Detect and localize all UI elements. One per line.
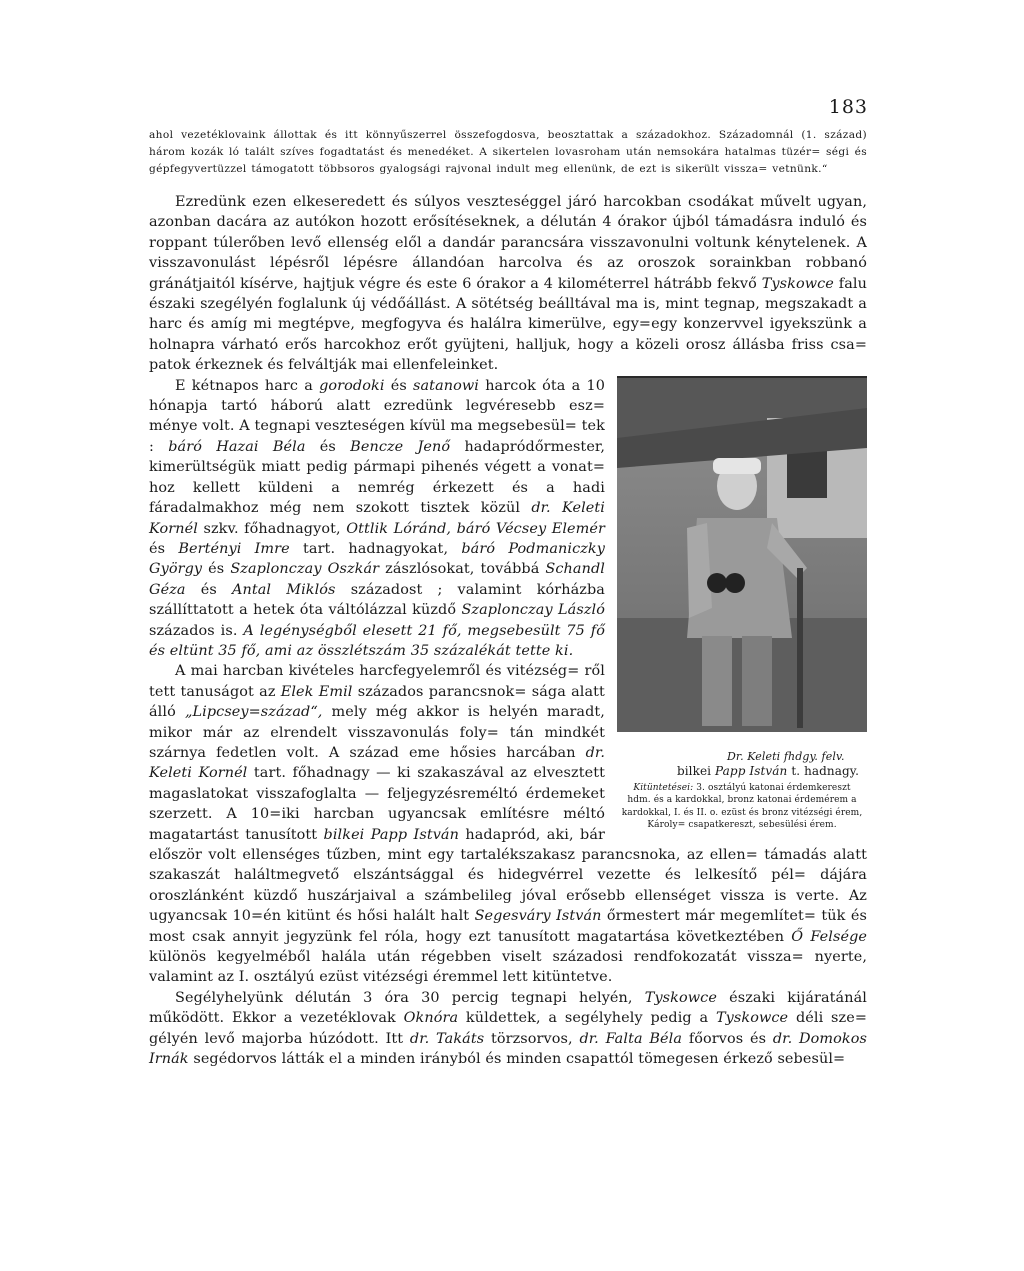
- text-run: mely még akkor is helyén maradt, mikor már az elrendelt visszavonulás foly= tán mindkét szárnya fedetlen volt. A század eme hősies harcában: [149, 704, 605, 761]
- caption-awards: [617, 782, 867, 832]
- text-run: és: [390, 377, 407, 394]
- paragraph-4: [149, 988, 867, 1070]
- text-run: déli sze= gélyén levő majorba húzódott. Itt: [149, 1010, 867, 1047]
- caption-title: [617, 764, 867, 778]
- text-run: századost ; valamint kórházba szállíttatott a hetek óta váltólázzal küzdő: [149, 581, 605, 619]
- caption-rank: t. hadnagy.: [791, 763, 859, 778]
- text-run: és: [149, 540, 166, 557]
- person-name: báró Podmaniczky György: [149, 540, 605, 578]
- person-name: Bencze Jenő: [350, 438, 451, 455]
- place-name: Oknóra: [403, 1010, 459, 1027]
- text-run: hadapród, aki, bár először volt ellenséges tűzben, mint egy tartalékszakasz parancsnoka, az ellen= támadás alatt szakaszát haláltmegvető elszántsággal és hidegvérrel vezette és lelkesítő pél= dájára oroszlánként küzdő huszárjaival a számbelileg jóval erősebb ellenséget vissza is verte. Az ugyancsak 10=én kitünt és hősi halált halt: [149, 826, 867, 925]
- place-name: satanowi: [413, 377, 479, 394]
- person-name: dr. Keleti Kornél: [149, 744, 605, 782]
- text-run: hadapródőrmester, kimerültségük miatt pedig pármapi pihenés végett a vonat= hoz kellett küldeni a nemrég érkezett és a hadi fáradalmakhoz még nem szokott tisztek közül: [149, 438, 606, 517]
- text-run: Segélyhelyünk délután 3 óra 30 percig tegnapi helyén,: [175, 989, 633, 1006]
- photo-caption: [617, 750, 867, 832]
- person-name: Antal Miklós: [231, 581, 336, 598]
- text-run: főorvos és: [688, 1030, 767, 1047]
- photo-figure: [617, 376, 867, 831]
- person-name: Szaplonczay Oszkár: [230, 561, 380, 578]
- text-run: tart. hadnagyokat,: [303, 540, 449, 557]
- text-run: harcok óta a 10 hónapja tartó háború alatt ezredünk legvéresebb esz= ménye volt. A tegnapi veszteségen kívül ma megsebesül= tek :: [149, 377, 605, 455]
- place-name: Tyskowce: [715, 1010, 789, 1027]
- unit-name: „Lipcsey=század“,: [184, 704, 323, 721]
- text-run: és: [200, 581, 217, 598]
- text-run: százados is.: [149, 622, 238, 639]
- text-run: Ezredünk ezen elkeseredett és súlyos veszteséggel járó harcokban csodákat művelt ugyan, azonban dacára az autókon hozott erősítéseknek, a délután 4 órakor újból támadásra induló és roppant túlerőben levő ellenség elől a dandár parancsára visszavonulni voltunk kénytelenek. A visszavonulást lépésről lépésre állandóan harcolva és az oroszok sorainkban robbanó gránátjaitól kísérve, hajtjuk végre és este 6 órakor a 4 kilométerrel hátrább fekvő: [149, 194, 867, 292]
- page-number: 183: [828, 96, 868, 118]
- text-run: és: [319, 438, 336, 455]
- text-run: őrmestert már megemlítet= tük és most csak annyit jegyzünk fel róla, hogy ezt tanusított magatartása következtében: [149, 908, 867, 945]
- caption-credit: Dr. Keleti fhdgy. felv.: [727, 749, 845, 763]
- text-run: falu északi szegélyén foglalunk új védőállást. A sötétség beálltával ma is, mint tegnap, megszakadt a harc és amíg mi megtépve, megfogyva és halálra kimerülve, egy=egy konzervvel igyekszünk a holnapra várható erős harcokhoz erőt gyüjteni, halljuk, hogy a közeli orosz állásba friss csa= patok érkeznek és felváltják mai ellenfeleinket.: [149, 275, 867, 374]
- text-run: tart. főhadnagy — ki szakaszával az elvesztett magaslatokat visszafoglalta — feljegyzésreméltó érdemeket szerzett. A 10=iki harcban ugyancsak említésre méltó magatartást tanusított: [149, 765, 605, 843]
- caption-name: Papp István: [715, 763, 788, 778]
- person-name: Ő Felsége: [791, 928, 867, 945]
- text-run: szkv. főhadnagyot,: [203, 520, 341, 537]
- text-run: északi kijáratánál működött. Ekkor a vezetéklovak: [149, 989, 867, 1027]
- text-run: törzsorvos,: [490, 1030, 573, 1047]
- text-run: zászlósokat, továbbá: [385, 561, 540, 578]
- person-name: Bertényi Imre: [178, 540, 290, 557]
- place-name: Tyskowce: [644, 989, 717, 1006]
- person-name: dr. Keleti Kornél: [149, 500, 605, 537]
- text-run: százados parancsnok= sága alatt álló: [149, 683, 605, 721]
- paragraph-1: [149, 192, 867, 376]
- awards-label: Kitüntetései:: [633, 782, 694, 793]
- person-name: bilkei Papp István: [323, 826, 459, 843]
- text-run: segédorvos látták el a minden irányból és minden csapattól tömegesen érkező sebesül=: [193, 1051, 846, 1068]
- text-run: A mai harcban kivételes harcfegyelemről és vitézség= ről tett tanuságot az: [149, 663, 605, 700]
- awards-text: 3. osztályú katonai érdemkereszt hdm. és a kardokkal, bronz katonai érdemérem a kardokkal, I. és II. o. ezüst és bronz vitézségi érem, Károly= csapatkereszt, sebesülési érem.: [621, 782, 863, 831]
- casualty-summary: A legénységből elesett 21 fő, megsebesült 75 fő és eltünt 35 fő, ami az összlétszám 35 százalékát tette ki.: [149, 622, 605, 659]
- person-name: Szaplonczay László: [461, 602, 605, 619]
- text-run: és: [208, 561, 225, 578]
- quoted-passage: ahol vezetéklovaink állottak és itt könnyűszerrel összefogdosva, beosztattak a századokhoz. Századomnál (1. század) három kozák ló talált szíves fogadtatást és menedéket. A sikertelen lovasroham után nemsokára hatalmas tüzér= ségi és gépfegyvertüzzel támogatott többsoros gyalogsági rajvonal indult meg ellenünk, de ezt is sikerült vissza= vetnünk.“: [149, 129, 867, 176]
- place-name: gorodoki: [319, 377, 385, 394]
- person-name: Elek Emil: [280, 683, 353, 700]
- person-name: Ottlik Lóránd, báró Vécsey Elemér: [346, 520, 605, 537]
- caption-prefix: bilkei: [676, 763, 712, 778]
- text-run: E kétnapos harc a: [175, 377, 313, 394]
- text-run: különös kegyelméből halála után régebben viselt századosi rendfokozatát vissza= nyerte, valamint az I. osztályú ezüst vitézségi éremmel lett kitüntetve.: [149, 949, 867, 986]
- person-name: dr. Takáts: [409, 1030, 485, 1047]
- text-run: küldettek, a segélyhely pedig a: [465, 1010, 709, 1027]
- soldier-photo: [617, 376, 867, 732]
- place-name: Tyskowce: [761, 275, 834, 292]
- person-name: Schandl Géza: [149, 561, 605, 598]
- person-name: Segesváry István: [474, 908, 602, 925]
- person-name: dr. Domokos Irnák: [149, 1030, 867, 1068]
- soldier-photo-drawing: [617, 378, 867, 732]
- person-name: báró Hazai Béla: [168, 438, 306, 455]
- person-name: dr. Falta Béla: [579, 1030, 683, 1047]
- main-text: [149, 192, 867, 1069]
